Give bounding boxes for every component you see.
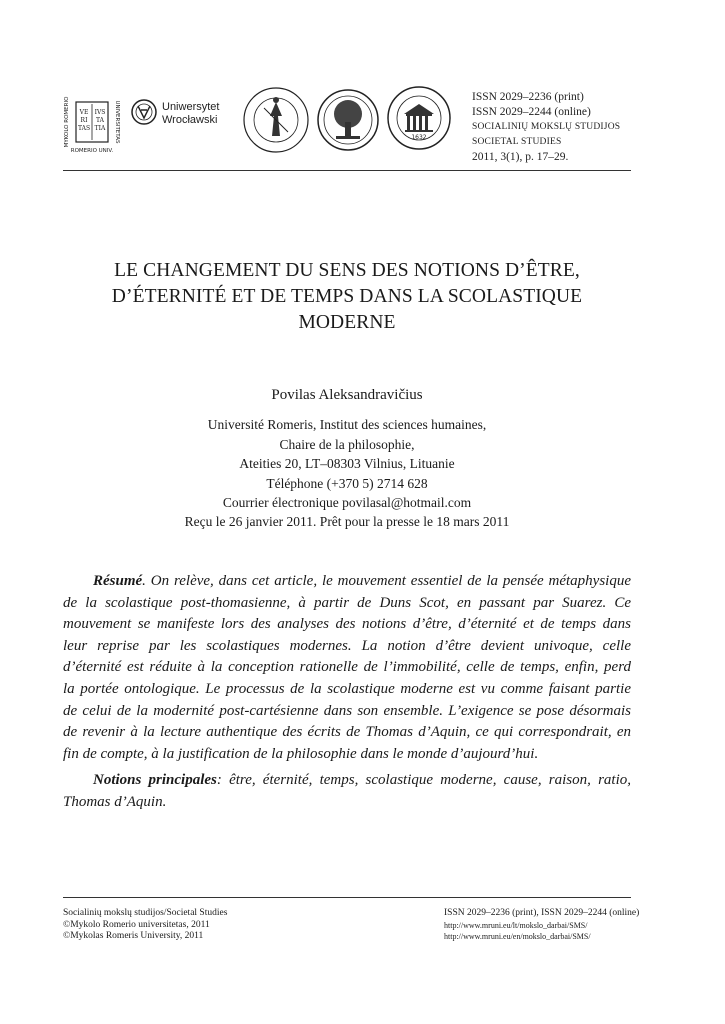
footer-journal: Socialinių mokslų studijos/Societal Studies (63, 908, 228, 918)
footer-copyright-lt: ©Mykolo Romerio universitetas, 2011 (63, 919, 210, 930)
article-title (63, 258, 631, 336)
abstract-label: Résumé (93, 573, 143, 589)
keywords-line: Thomas d’Aquin. (63, 793, 167, 810)
abstract-line: de revenir à la lecture authentique des écrits de Thomas d’Aquin, ce qui correspondrait, en (63, 724, 631, 741)
abstract-line: de la scolastique post-thomasienne, à partir de Duns Scot, en passant par Suarez. Ce (63, 594, 631, 611)
title-line: D’ÉTERNITÉ ET DE TEMPS DANS LA SCOLASTIQUE (111, 286, 583, 307)
footer-divider (63, 897, 631, 898)
svg-text:TIA: TIA (94, 125, 106, 132)
svg-text:IVS: IVS (94, 109, 106, 116)
journal-name-lt: SOCIALINIŲ MOKSLŲ STUDIJOS (472, 122, 621, 132)
svg-text:TAS: TAS (77, 125, 91, 132)
affiliation-line: Courrier électronique povilasal@hotmail.com (222, 495, 472, 510)
mykolo-romerio-universitetas-logo (62, 86, 124, 158)
masaryk-university-seal (242, 86, 310, 154)
issn-block (472, 90, 672, 165)
uniwersytet-wroclawski-logo (130, 94, 230, 134)
keywords (63, 770, 631, 813)
svg-text:MYKOLO ROMERIO: MYKOLO ROMERIO (64, 96, 70, 148)
received-dates: Reçu le 26 janvier 2011. Prêt pour la presse le 18 mars 2011 (184, 514, 510, 529)
affiliation-line: Université Romeris, Institut des sciences humaines, (207, 417, 487, 432)
footer-issn: ISSN 2029–2236 (print), ISSN 2029–2244 (online) (444, 908, 640, 918)
footer-copyright-en: ©Mykolas Romeris University, 2011 (63, 931, 204, 941)
abstract-line (63, 571, 631, 593)
header-divider (63, 170, 631, 171)
abstract-first-line: . On relève, dans cet article, le mouvement essentiel de la pensée métaphysique (142, 573, 631, 589)
svg-text:TA: TA (95, 117, 105, 124)
header-logos (62, 82, 452, 160)
footer-url-lt[interactable]: http://www.mruni.eu/lt/mokslo_darbai/SMS/ (444, 920, 588, 930)
affiliation-line: Téléphone (+370 5) 2714 628 (266, 475, 428, 491)
abstract-line: de celui de la modernité post-cartésienne dans son ensemble. L’exigence se pose désormais (63, 702, 631, 719)
journal-name-en: SOCIETAL STUDIES (472, 137, 562, 147)
footer-right (444, 908, 644, 943)
affiliation-line: Chaire de la philosophie, (279, 436, 415, 452)
tree-emblem-logo (316, 88, 380, 152)
svg-text:1632: 1632 (411, 134, 427, 141)
tartu-ulikool-seal (386, 84, 452, 156)
keywords-first-line: : être, éternité, temps, scolastique moderne, cause, raison, ratio, (216, 772, 631, 788)
svg-text:Wrocławski: Wrocławski (162, 114, 218, 126)
author-name: Povilas Aleksandravičius (271, 387, 423, 403)
footer-left (63, 908, 313, 943)
keywords-label: Notions principales (93, 772, 217, 788)
issn-print: ISSN 2029–2236 (print) (472, 91, 584, 103)
keywords-line (63, 770, 631, 792)
author-affiliation (63, 415, 631, 513)
abstract-line: fin de compte, à la justification de la philosophie dans le monde d’aujourd’hui. (63, 745, 539, 762)
footer-url-en[interactable]: http://www.mruni.eu/en/mokslo_darbai/SMS/ (444, 932, 591, 941)
svg-text:RI: RI (80, 117, 88, 124)
abstract-line: mouvement se manifeste lors des analyses des notions d’être, d’éternité et de temps dans (63, 616, 631, 633)
svg-text:UNIVERSITETAS: UNIVERSITETAS (114, 100, 120, 144)
abstract-line: d’éternité est réduite à la conception rationelle de l’immobilité, celle de temps, enfin, perd (63, 659, 631, 676)
journal-volume: 2011, 3(1), p. 17–29. (472, 151, 569, 163)
title-line: LE CHANGEMENT DU SENS DES NOTIONS D’ÊTRE, (114, 260, 580, 281)
svg-text:Uniwersytet: Uniwersytet (162, 101, 220, 113)
svg-text:VE: VE (79, 109, 89, 116)
abstract (63, 571, 631, 765)
svg-text:ROMERIO UNIV.: ROMERIO UNIV. (70, 148, 114, 154)
issn-online: ISSN 2029–2244 (online) (472, 106, 591, 118)
abstract-line: leur reprise par les scolastiques modernes. La notion d’être devient univoque, celle (63, 637, 631, 654)
affiliation-line: Ateities 20, LT–08303 Vilnius, Lituanie (239, 456, 455, 471)
abstract-line: la portée ontologique. Le processus de la scolastique moderne est vu comme faisant partie (63, 680, 631, 697)
title-line: MODERNE (298, 312, 396, 333)
